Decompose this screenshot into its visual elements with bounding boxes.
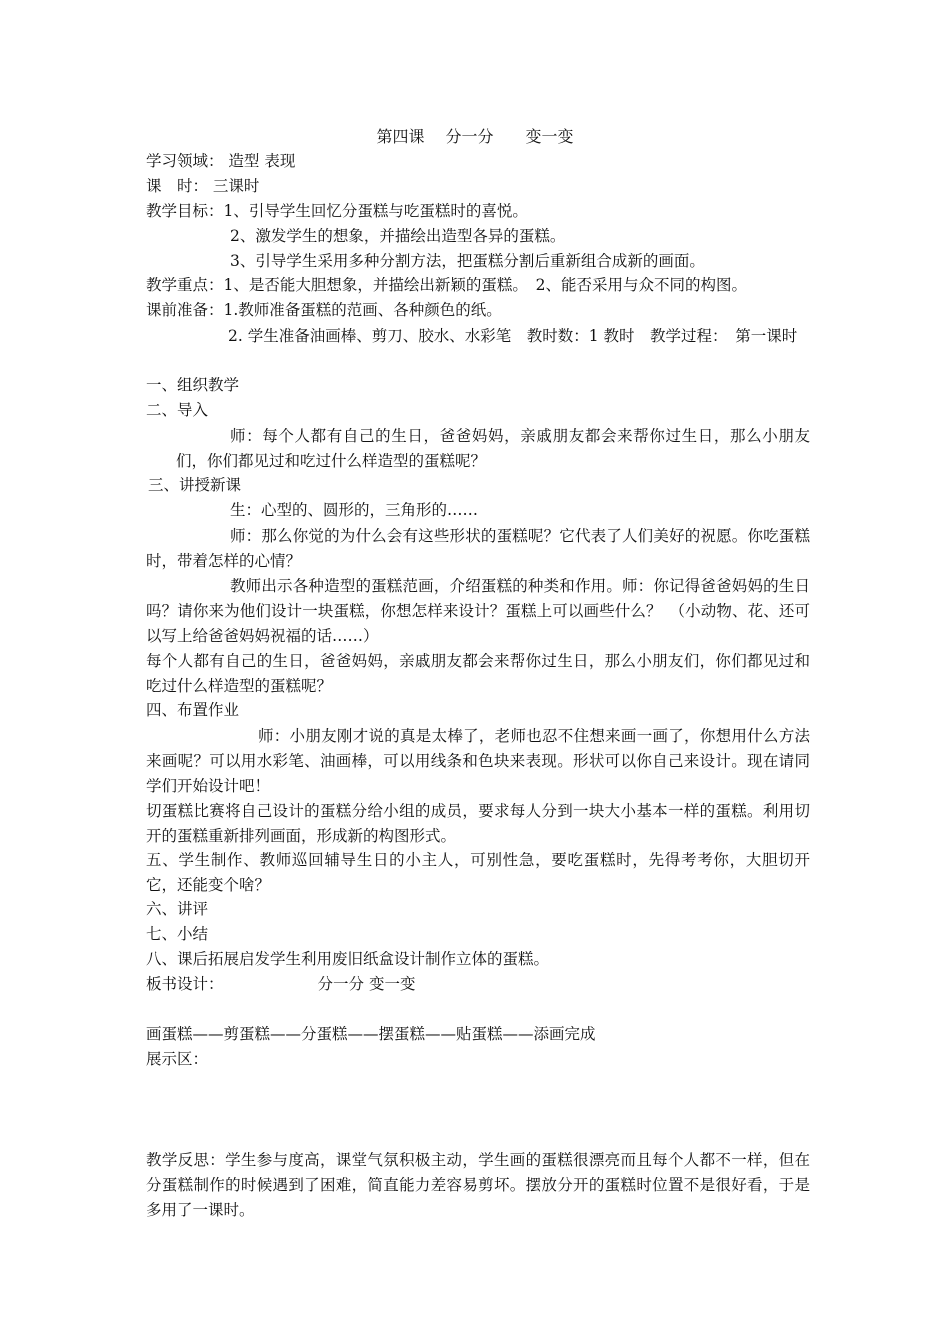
section-5: 五、学生制作、教师巡回辅导生日的小主人，可别性急，要吃蛋糕时，先得考考你，大胆切开它，还能变个啥？	[146, 851, 810, 894]
section-7: 七、小结	[146, 925, 209, 943]
board-title: 分一分 变一变	[317, 975, 416, 993]
teaching-reflection: 教学反思：学生参与度高，课堂气氛积极主动，学生画的蛋糕很漂亮而且每个人都不一样，但在分蛋糕制作的时候遇到了困难，简直能力差容易剪坏。摆放分开的蛋糕时位置不是很好看，于是多用了一课时。	[146, 1151, 810, 1219]
section-4-paragraph-1: 师：小朋友刚才说的真是太棒了，老师也忍不住想来画一画了，你想用什么方法来画呢？可以用水彩笔、油画棒，可以用线条和色块来表现。形状可以你自己来设计。现在请同学们开始设计吧！	[146, 727, 810, 795]
section-3-paragraph-3: 教师出示各种造型的蛋糕范画，介绍蛋糕的种类和作用。师：你记得爸爸妈妈的生日吗？请你来为他们设计一块蛋糕，你想怎样来设计？蛋糕上可以画些什么？ （小动物、花、还可以写上给爸爸妈妈祝福的话……）	[146, 577, 810, 645]
section-1-heading: 一、组织教学	[146, 376, 240, 394]
prep-line-1: 课前准备：1.教师准备蛋糕的范画、各种颜色的纸。	[146, 301, 502, 319]
section-2-heading: 二、导入	[146, 401, 209, 419]
learning-domain: 学习领域： 造型 表现	[146, 152, 296, 170]
page-title: 第四课 分一分 变一变	[376, 127, 574, 146]
key-points: 教学重点：1、是否能大胆想象，并描绘出新颖的蛋糕。 2、能否采用与众不同的构图。	[146, 276, 747, 294]
section-3-heading: 三、讲授新课	[148, 476, 242, 494]
objective-2: 2、激发学生的想象，并描绘出造型各异的蛋糕。	[230, 227, 566, 245]
section-4-heading: 四、布置作业	[146, 701, 240, 719]
section-4-paragraph-2: 切蛋糕比赛将自己设计的蛋糕分给小组的成员，要求每人分到一块大小基本一样的蛋糕。利用切开的蛋糕重新排列画面，形成新的构图形式。	[146, 802, 810, 845]
class-hours: 课 时： 三课时	[146, 177, 260, 195]
section-2-text: 师：每个人都有自己的生日，爸爸妈妈，亲戚朋友都会来帮你过生日，那么小朋友们，你们都见过和吃过什么样造型的蛋糕呢？	[176, 427, 810, 470]
section-8: 八、课后拓展启发学生利用废旧纸盒设计制作立体的蛋糕。	[146, 950, 550, 968]
board-flow: 画蛋糕——剪蛋糕——分蛋糕——摆蛋糕——贴蛋糕——添画完成	[146, 1025, 596, 1043]
display-area-label: 展示区：	[146, 1050, 209, 1068]
section-3-paragraph-2: 师：那么你觉的为什么会有这些形状的蛋糕呢？它代表了人们美好的祝愿。你吃蛋糕时，带着怎样的心情？	[146, 527, 810, 570]
board-label: 板书设计：	[146, 975, 224, 993]
prep-line-2: 2. 学生准备油画棒、剪刀、胶水、水彩笔 教时数：1 教时 教学过程： 第一课时	[228, 327, 798, 345]
section-6: 六、讲评	[146, 900, 209, 918]
board-design-line	[146, 973, 810, 996]
objective-3: 3、引导学生采用多种分割方法，把蛋糕分割后重新组合成新的画面。	[230, 252, 705, 270]
objective-1: 1、引导学生回忆分蛋糕与吃蛋糕时的喜悦。	[223, 202, 528, 220]
section-3-paragraph-1: 生：心型的、圆形的，三角形的……	[230, 501, 479, 519]
objectives-label: 教学目标：	[146, 202, 224, 220]
objective-line-1	[146, 200, 810, 223]
section-3-paragraph-4: 每个人都有自己的生日，爸爸妈妈，亲戚朋友都会来帮你过生日，那么小朋友们，你们都见过和吃过什么样造型的蛋糕呢？	[146, 652, 810, 695]
